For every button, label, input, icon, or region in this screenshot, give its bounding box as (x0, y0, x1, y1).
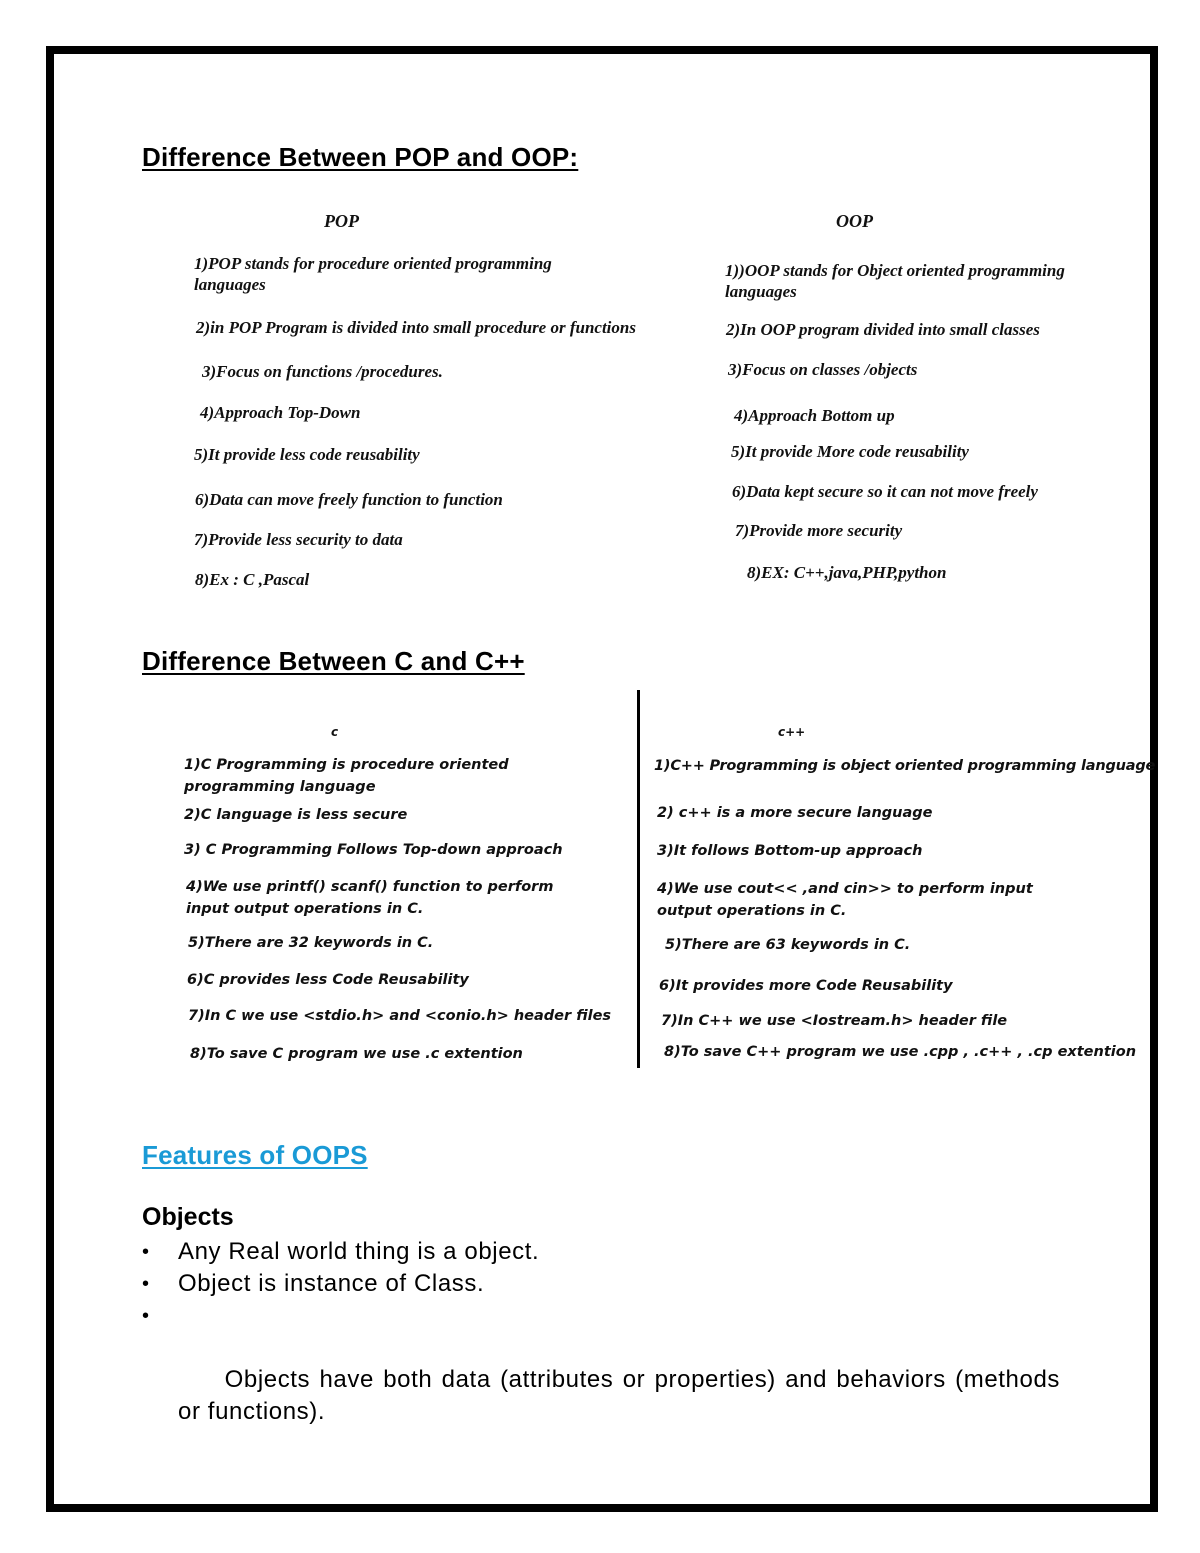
list-item (142, 1236, 1060, 1268)
cpp-item: 2) c++ is a more secure language (657, 805, 933, 821)
oop-item: 5)It provide More code reusability (731, 442, 969, 461)
c-item: 2)C language is less secure (184, 807, 408, 823)
cpp-item: 4)We use cout<< ,and cin>> to perform input output operations in C. (657, 881, 1033, 919)
bullet-text: Object is instance of Class. (178, 1270, 485, 1297)
c-cpp-heading: Difference Between C and C++ (142, 646, 525, 676)
features-heading-link[interactable]: Features of OOPS (142, 1140, 368, 1170)
bullet-icon: • (142, 1273, 150, 1295)
objects-heading: Objects (142, 1203, 234, 1231)
pop-item: 5)It provide less code reusability (194, 445, 420, 464)
column-divider (637, 690, 640, 1068)
c-item: 8)To save C program we use .c extention (190, 1046, 523, 1062)
cpp-item: 3)It follows Bottom-up approach (657, 843, 923, 859)
cpp-item: 8)To save C++ program we use .cpp , .c++ , .cp extention (664, 1044, 1137, 1060)
oop-item: 4)Approach Bottom up (734, 406, 895, 425)
pop-item: 1)POP stands for procedure oriented programming languages (194, 254, 552, 294)
bullet-icon: • (142, 1241, 150, 1263)
list-item (142, 1300, 1068, 1460)
cpp-item: 1)C++ Programming is object oriented programming language (654, 758, 1156, 774)
c-item: 4)We use printf() scanf() function to perform input output operations in C. (186, 879, 554, 917)
oop-item: 2)In OOP program divided into small classes (726, 320, 1040, 339)
c-item: 5)There are 32 keywords in C. (188, 935, 434, 951)
pop-item: 4)Approach Top-Down (200, 403, 361, 422)
cpp-item: 5)There are 63 keywords in C. (665, 937, 911, 953)
list-item (142, 1268, 1060, 1300)
pop-column-header: POP (324, 211, 359, 231)
c-item: 3) C Programming Follows Top-down approach (184, 842, 563, 858)
c-item: 6)C provides less Code Reusability (187, 972, 469, 988)
bullet-text: Any Real world thing is a object. (178, 1238, 540, 1265)
bullet-text: Objects have both data (attributes or properties) and behaviors (methods or functions). (178, 1366, 1068, 1425)
cpp-item: 7)In C++ we use <Iostream.h> header file (661, 1013, 1008, 1029)
pop-item: 7)Provide less security to data (194, 530, 403, 549)
c-item: 1)C Programming is procedure oriented programming language (184, 757, 509, 795)
oop-item: 1))OOP stands for Object oriented programming languages (725, 261, 1065, 301)
pop-item: 8)Ex : C ,Pascal (195, 570, 310, 589)
oop-item: 7)Provide more security (735, 521, 903, 540)
oop-column-header: OOP (836, 211, 873, 231)
oop-item: 8)EX: C++,java,PHP,python (747, 563, 947, 582)
bullet-icon: • (142, 1305, 150, 1327)
cpp-column-header: c++ (778, 725, 806, 739)
pop-item: 2)in POP Program is divided into small procedure or functions (196, 318, 636, 337)
c-item: 7)In C we use <stdio.h> and <conio.h> header files (188, 1008, 612, 1024)
oop-item: 3)Focus on classes /objects (728, 360, 918, 379)
oop-item: 6)Data kept secure so it can not move freely (732, 482, 1038, 501)
pop-item: 3)Focus on functions /procedures. (202, 362, 443, 381)
cpp-item: 6)It provides more Code Reusability (659, 978, 953, 994)
objects-bullet-list (142, 1236, 1068, 1460)
pop-oop-heading: Difference Between POP and OOP: (142, 142, 579, 172)
pop-item: 6)Data can move freely function to function (195, 490, 503, 509)
c-column-header: c (331, 725, 339, 739)
